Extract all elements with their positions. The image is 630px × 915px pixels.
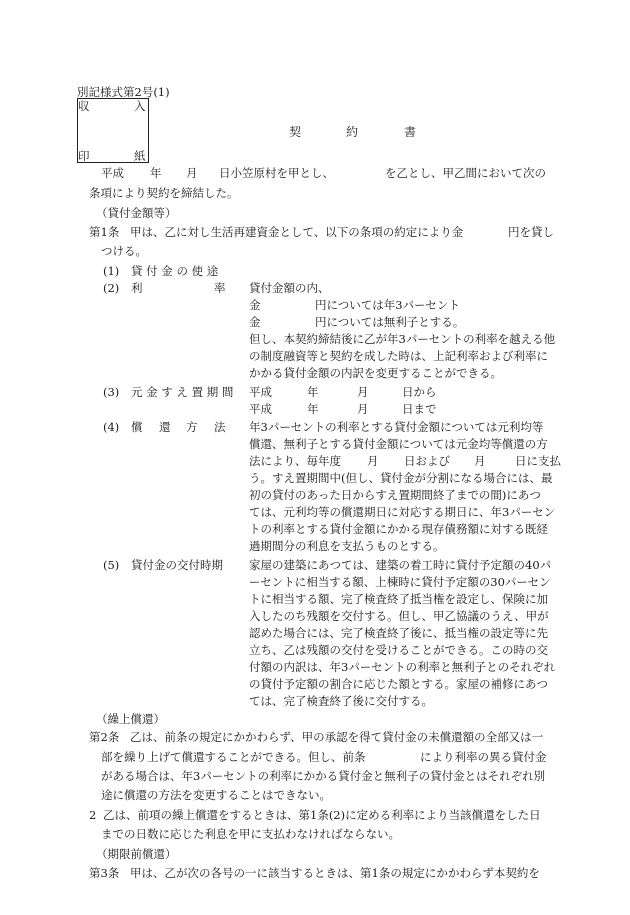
item-3-number: (3) <box>103 385 120 399</box>
article-3-text: 甲は、乙が次の各号の一に該当するときは、第1条の規定にかかわらず本契約を <box>130 866 540 880</box>
item-4-line: 日に支払 <box>515 454 561 468</box>
item-4-label: 法 <box>214 420 226 434</box>
preamble-party-a: 日小笠原村を甲とし、 <box>219 166 334 180</box>
item-4-line: 初の貸付のあった日からすえ置期間終了までの間)にあつ <box>249 488 541 502</box>
form-label: 別記様式第2号(1) <box>77 85 170 99</box>
article-2-label: 第2条 <box>89 730 120 744</box>
item-3-line: 平成 <box>249 385 272 399</box>
item-2-label: 利 <box>131 281 143 295</box>
article-3-label: 第3条 <box>89 866 120 880</box>
item-2-line: 金 <box>249 298 261 312</box>
item-1-number: (1) <box>103 264 120 278</box>
item-2-line: 貸付金額の内、 <box>249 281 330 295</box>
item-3-line: 日から <box>402 385 437 399</box>
item-5-line: トに相当する額、完了検査終了抵当権を設定し、保険に加 <box>249 592 548 606</box>
section-heading-deadline: （期限前償還） <box>96 847 177 861</box>
item-4-line: トの利率とする貸付金額にかかる現存債務額に対する既経 <box>249 522 548 536</box>
article-1-label: 第1条 <box>89 225 120 239</box>
preamble-month: 月 <box>186 166 198 180</box>
stamp-label-top-left: 収 <box>78 99 90 113</box>
item-4-line: 月 <box>474 454 486 468</box>
title-char: 書 <box>404 125 417 139</box>
item-5-line: の貸付予定額の割合に応じた額とする。家屋の補修にあつ <box>249 677 548 691</box>
item-2-line: の制度融資等と契約を成した時は、上記利率および利率に <box>249 349 548 363</box>
article-1-line-2: つける。 <box>101 244 147 258</box>
item-5-line: ーセントに相当する額、上棟時に貸付予定額の30パーセン <box>249 575 551 589</box>
preamble-line-2: 条項により契約を締結した。 <box>89 186 239 200</box>
item-5-line: 付額の内訳は、年3パーセントの利率と無利子とのそれぞれ <box>249 660 556 674</box>
item-4-line: 月 <box>367 454 379 468</box>
title-char: 約 <box>346 125 359 139</box>
stamp-label-bottom-right: 紙 <box>134 149 146 163</box>
item-3-line: 年 <box>307 402 319 416</box>
item-3-line: 年 <box>307 385 319 399</box>
article-2-line-2b: により利率の異る貸付金 <box>420 750 547 764</box>
item-4-line: 法により、毎年度 <box>249 454 341 468</box>
article-1-tail: 円を貸し <box>508 225 554 239</box>
item-3-line: 平成 <box>249 402 272 416</box>
item-3-line: 日まで <box>402 402 437 416</box>
section-heading-loan-amount: （貸付金額等） <box>96 206 177 220</box>
item-4-label: 還 <box>159 420 171 434</box>
item-2-label: 率 <box>214 281 226 295</box>
article-2-line-3: がある場合は、年3パーセントの利率にかかる貸付金と無利子の貸付金とはそれぞれ別 <box>101 769 546 783</box>
item-1-label: 貸 付 金 の 使 途 <box>131 264 219 278</box>
item-5-line: 立ち、乙は残額の交付を受けることができる。この時の交 <box>249 643 548 657</box>
item-4-line: う。すえ置期間中(但し、貸付金が分割になる場合には、最 <box>249 471 553 485</box>
item-3-line: 月 <box>357 385 369 399</box>
preamble-party-b: を乙とし、甲乙間において次の <box>385 166 546 180</box>
item-2-number: (2) <box>103 281 120 295</box>
item-5-line: 認めた場合には、完了検査終了後に、抵当権の設定等に先 <box>249 626 548 640</box>
preamble-year: 年 <box>150 166 162 180</box>
article-2-line-4: 途に償還の方法を変更することはできない。 <box>101 788 331 802</box>
article-2-para-2-number: 2 <box>89 808 97 822</box>
title-char: 契 <box>289 125 302 139</box>
item-2-line: かかる貸付金額の内訳を変更することができる。 <box>249 366 502 380</box>
stamp-label-bottom-left: 印 <box>78 149 90 163</box>
article-2-para-2-text: 乙は、前項の繰上償還をするときは、第1条(2)に定める利率により当該償還をした日 <box>103 808 541 822</box>
item-5-line: 家屋の建築にあつては、建築の着工時に貸付予定額の40パ <box>249 558 552 572</box>
item-4-line: ては、元利均等の償還期日に対応する期日に、年3パーセン <box>249 505 556 519</box>
item-2-line: 但し、本契約締結後に乙が年3パーセントの利率を越える他 <box>249 332 556 346</box>
section-heading-early-repayment: （繰上償還） <box>96 712 165 726</box>
item-5-number: (5) <box>103 558 120 572</box>
stamp-label-top-right: 入 <box>134 99 146 113</box>
item-4-line: 償還、無利子とする貸付金額については元金均等償還の方 <box>249 437 548 451</box>
item-5-label: 貸付金の交付時期 <box>131 558 223 572</box>
article-2-text: 乙は、前条の規定にかかわらず、甲の承認を得て貸付金の未償還額の全部又は一 <box>130 730 544 744</box>
item-2-line: 金 <box>249 315 261 329</box>
article-2-line-2a: 部を繰り上げて償還することができる。但し、前条 <box>101 750 366 764</box>
item-4-label: 方 <box>186 420 198 434</box>
item-3-label: 元 金 す え 置 期 間 <box>131 385 234 399</box>
item-4-line: 過期間分の利息を支払うものとする。 <box>249 539 445 553</box>
preamble-era: 平成 <box>101 166 124 180</box>
item-5-line: ては、完了検査終了後に交付する。 <box>249 694 433 708</box>
item-4-number: (4) <box>103 420 120 434</box>
item-4-line: 年3パーセントの利率とする貸付金額については元利均等 <box>249 420 544 434</box>
article-1-text: 甲は、乙に対し生活再建資金として、以下の条項の約定により金 <box>130 225 464 239</box>
item-2-line: 円については無利子とする。 <box>315 315 465 329</box>
item-4-line: 日および <box>404 454 450 468</box>
item-3-line: 月 <box>357 402 369 416</box>
item-5-line: 入したのち残額を交付する。但し、甲乙協議のうえ、甲が <box>249 609 549 623</box>
item-2-line: 円については年3パーセント <box>315 298 460 312</box>
item-4-label: 償 <box>131 420 143 434</box>
article-2-para-2-line-2: までの日数に応じた利息を甲に支払わなければならない。 <box>101 827 400 841</box>
